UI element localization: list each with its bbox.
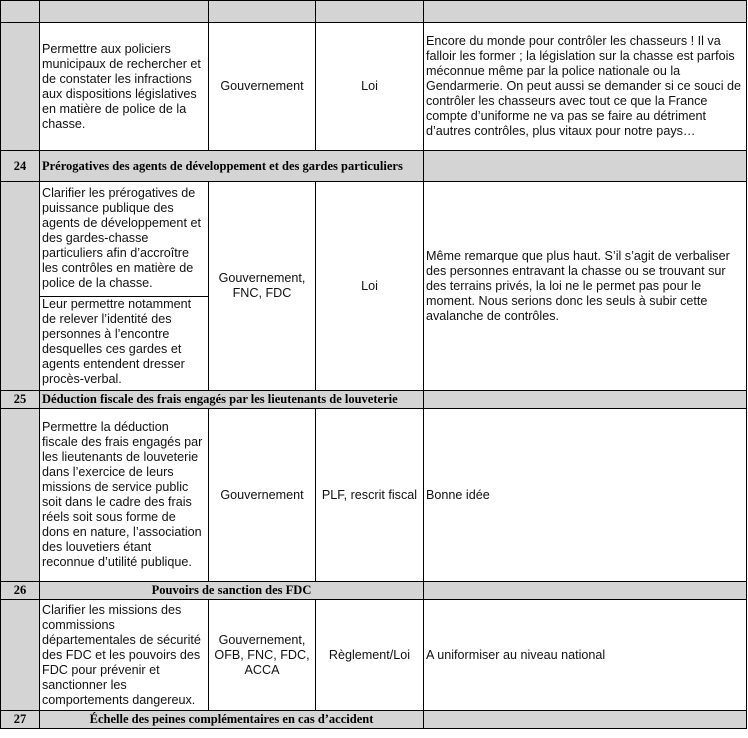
section-empty-cell [424, 711, 747, 729]
actor-text: Gouvernement [209, 23, 316, 151]
vehicle-text: Règlement/Loi [316, 600, 424, 711]
section-header-row [1, 391, 747, 409]
section-empty-cell [424, 582, 747, 600]
section-number: 24 [1, 151, 40, 182]
comment-text: A uniformiser au niveau national [424, 600, 747, 711]
section-title: Prérogatives des agents de développement et des gardes particuliers [40, 151, 424, 182]
section-title: Échelle des peines complémentaires en cas d’accident [40, 711, 424, 729]
table-row [1, 182, 747, 391]
measure-text: Clarifier les missions des commissions départementales de sécurité des FDC et les pouvoirs des FDC pour prévenir et sanctionner les comportements dangereux. [40, 600, 209, 711]
measure-text: Permettre la déduction fiscale des frais engagés par les lieutenants de louveterie dans l’exercice de leurs missions de service public soit dans le cadre des frais réels soit sous forme de dons en nature, l’association des louvetiers étant reconnue d’utilité publique. [40, 409, 209, 582]
header-cell [209, 1, 316, 23]
actor-text: Gouvernement, OFB, FNC, FDC, ACCA [209, 600, 316, 711]
table-row [1, 23, 747, 151]
section-title: Pouvoirs de sanction des FDC [40, 582, 424, 600]
comment-text: Bonne idée [424, 409, 747, 582]
actor-text: Gouvernement [209, 409, 316, 582]
section-header-row [1, 711, 747, 729]
section-header-row [1, 151, 747, 182]
vehicle-text: Loi [316, 182, 424, 391]
measure-text: Leur permettre notamment de relever l’identité des personnes à l’encontre desquelles ces gardes et agents entendent dresser procès-verbal. [40, 296, 208, 387]
section-empty-cell [424, 391, 747, 409]
vehicle-text: PLF, rescrit fiscal [316, 409, 424, 582]
section-number: 27 [1, 711, 40, 729]
comment-text: Encore du monde pour contrôler les chasseurs ! Il va falloir les former ; la législation sur la chasse est parfois méconnue même par la police nationale ou la Gendarmerie. On peut aussi se demander si ce souci de contrôler les chasseurs avec tout ce que la France compte d’uniforme ne va pas se faire au détriment d’autres contrôles, plus vitaux pour notre pays… [424, 23, 747, 151]
actor-text: Gouvernement, FNC, FDC [209, 182, 316, 391]
number-cell [1, 600, 40, 711]
comment-text: Même remarque que plus haut. S’il s’agit de verbaliser des personnes entravant la chasse ou se trouvant sur des terrains privés, la loi ne le permet pas pour le moment. Nous serions donc les seuls à subir cette avalanche de contrôles. [424, 182, 747, 391]
header-cell [1, 1, 40, 23]
vehicle-text: Loi [316, 23, 424, 151]
measure-text: Permettre aux policiers municipaux de rechercher et de constater les infractions aux dispositions législatives en matière de police de la chasse. [40, 23, 209, 151]
header-cell [316, 1, 424, 23]
number-cell [1, 23, 40, 151]
section-number: 25 [1, 391, 40, 409]
number-cell [1, 409, 40, 582]
section-header-row [1, 582, 747, 600]
measure-text: Clarifier les prérogatives de puissance publique des agents de développement et des gardes-chasse particuliers afin d’accroître les contrôles en matière de police de la chasse. [42, 185, 201, 290]
table-row [1, 600, 747, 711]
header-cell [424, 1, 747, 23]
table-header-row [1, 1, 747, 23]
number-cell [1, 182, 40, 391]
header-cell [40, 1, 209, 23]
measure-cell [40, 182, 209, 391]
section-title: Déduction fiscale des frais engagés par les lieutenants de louveterie [40, 391, 424, 409]
table-row [1, 409, 747, 582]
section-number: 26 [1, 582, 40, 600]
section-empty-cell [424, 151, 747, 182]
